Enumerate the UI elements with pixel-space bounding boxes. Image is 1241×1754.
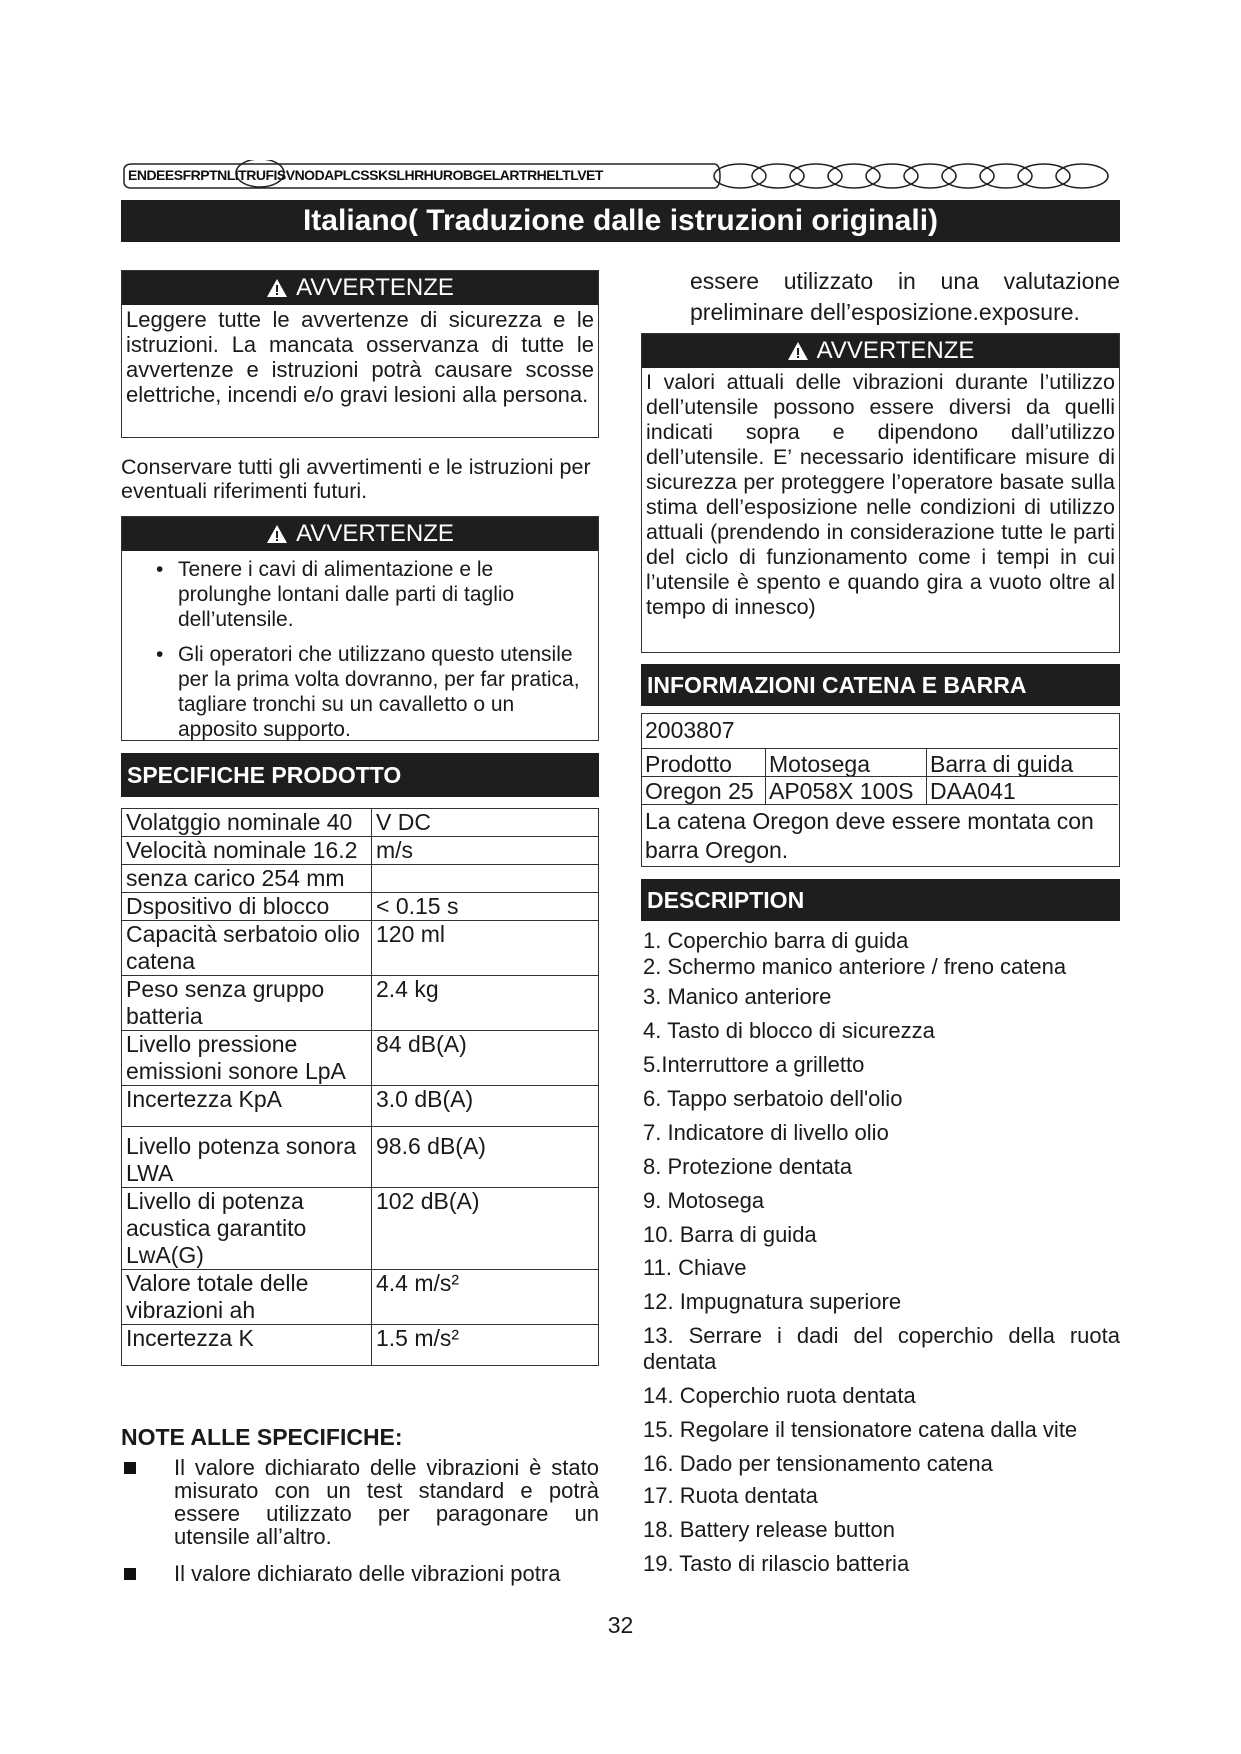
spec-value: m/s (372, 837, 599, 865)
list-item: 11. Chiave (643, 1255, 747, 1280)
list-item: 16. Dado per tensionamento catena (643, 1451, 993, 1476)
table-row (122, 837, 599, 865)
bullet-square-icon (124, 1568, 136, 1580)
warning-2-item: • Gli operatori che utilizzano questo utensile per la prima volta dovranno, per far pratica, tagliare tronchi su un cavalletto o un apposito supporto. (130, 642, 592, 742)
note-text: Il valore dichiarato delle vibrazioni potra (174, 1561, 561, 1586)
table-row (122, 1270, 599, 1325)
warning-3-text: I valori attuali delle vibrazioni durante l’utilizzo dell’utensile possono essere diversi da quelli indicati sopra e dipendono dall’utilizzo dell’utensile. E’ necessario identificare misure di sicurezza per proteggere l’operatore basate sulla stima dell’esposizione nelle condizioni di utilizzo attuali (prendendo in considerazione tutte le parti del ciclo di funzionamento come i tempi in cui l’utensile è spento e quando gira a vuoto oltre al tempo di innesco) (646, 370, 1115, 619)
continued-text: essere utilizzato in una valutazione preliminare dell’esposizione.exposure. (690, 268, 1120, 325)
spec-value: 4.4 m/s² (372, 1270, 599, 1325)
specs-heading: SPECIFICHE PRODOTTO (121, 753, 599, 797)
table-row (122, 1188, 599, 1270)
spec-value: 84 dB(A) (372, 1031, 599, 1086)
table-row (122, 1086, 599, 1127)
list-item: 3. Manico anteriore (643, 984, 832, 1009)
spec-value: 98.6 dB(A) (372, 1127, 599, 1188)
spec-value: 3.0 dB(A) (372, 1086, 599, 1127)
list-item: 13. Serrare i dadi del coperchio della ruota dentata (643, 1323, 1120, 1374)
list-item: 18. Battery release button (643, 1517, 895, 1542)
col2-header: Motosega (769, 751, 871, 777)
warning-box-1 (121, 270, 599, 438)
spec-label: Livello potenza sonora LWA (122, 1127, 372, 1188)
language-codes: ENDEESFRPTNLITRUFISVNODAPLCSSKSLHRHUROBGELARTRHELTLVET (128, 167, 603, 183)
notes-heading: NOTE ALLE SPECIFICHE: (121, 1424, 403, 1450)
list-item: 19. Tasto di rilascio batteria (643, 1551, 910, 1576)
table-row (122, 1127, 599, 1188)
warning-1-heading: AVVERTENZE (296, 274, 454, 301)
chain-note: La catena Oregon deve essere montata con barra Oregon. (645, 808, 1094, 863)
warning-icon (787, 341, 809, 361)
spec-value: 120 ml (372, 921, 599, 976)
warning-box-2 (121, 516, 599, 741)
spec-label: Peso senza gruppo batteria (122, 976, 372, 1031)
spec-label: Livello pressione emissioni sonore LpA (122, 1031, 372, 1086)
list-item: 15. Regolare il tensionatore catena dalla vite (643, 1417, 1078, 1442)
spec-label: Livello di potenza acustica garantito LwA(G) (122, 1188, 372, 1270)
table-row (122, 1325, 599, 1366)
list-item: 6. Tappo serbatoio dell'olio (643, 1086, 903, 1111)
list-item: 17. Ruota dentata (643, 1483, 818, 1508)
table-row (122, 809, 599, 837)
spec-label: Volatggio nominale 40 (122, 809, 372, 837)
table-row (122, 893, 599, 921)
page-title: Italiano( Traduzione dalle istruzioni originali) (121, 200, 1120, 242)
list-item: 12. Impugnatura superiore (643, 1289, 902, 1314)
col1-header: Prodotto (645, 751, 732, 777)
language-strip (120, 160, 1120, 192)
table-row (122, 921, 599, 976)
list-item: 1. Coperchio barra di guida (643, 928, 909, 953)
list-item: 4. Tasto di blocco di sicurezza (643, 1018, 935, 1043)
chain-info-table (641, 713, 1120, 867)
spec-value: V DC (372, 809, 599, 837)
bullet-square-icon (124, 1462, 136, 1474)
col1-value: Oregon 25 (645, 778, 754, 804)
spec-label: senza carico 254 mm (122, 865, 372, 893)
table-row (122, 865, 599, 893)
warning-2-item: • Tenere i cavi di alimentazione e le prolunghe lontani dalle parti di taglio dell’utensile. (130, 557, 592, 632)
spec-label: Capacità serbatoio olio catena (122, 921, 372, 976)
spec-label: Dspositivo di blocco (122, 893, 372, 921)
note-text: Il valore dichiarato delle vibrazioni è stato misurato con un test standard e potrà essere utilizzato per paragonare un utensile all’altro. (174, 1455, 599, 1549)
warning-icon (266, 524, 288, 544)
chain-info-heading: INFORMAZIONI CATENA E BARRA (641, 664, 1120, 706)
spec-label: Incertezza K (122, 1325, 372, 1366)
col3-header: Barra di guida (930, 751, 1074, 777)
list-item: 10. Barra di guida (643, 1222, 817, 1247)
list-item: 9. Motosega (643, 1188, 765, 1213)
warning-3-heading: AVVERTENZE (816, 337, 975, 364)
page-number: 32 (607, 1612, 634, 1638)
chain-code: 2003807 (645, 717, 735, 743)
spec-label: Valore totale delle vibrazioni ah (122, 1270, 372, 1325)
spec-value: 2.4 kg (372, 976, 599, 1031)
table-row (122, 1031, 599, 1086)
warning-box-3 (641, 333, 1120, 653)
note-item (124, 1562, 599, 1592)
specs-table (121, 808, 599, 1366)
list-item: 7. Indicatore di livello olio (643, 1120, 889, 1145)
description-heading: DESCRIPTION (641, 879, 1120, 921)
spec-label: Velocità nominale 16.2 (122, 837, 372, 865)
spec-label: Incertezza KpA (122, 1086, 372, 1127)
warning-icon (266, 278, 288, 298)
list-item: 14. Coperchio ruota dentata (643, 1383, 916, 1408)
spec-value (372, 865, 599, 893)
list-item: 8. Protezione dentata (643, 1154, 853, 1179)
description-list (643, 928, 1120, 1577)
spec-value: 102 dB(A) (372, 1188, 599, 1270)
col2-value: AP058X 100S (769, 778, 914, 804)
table-row (122, 976, 599, 1031)
note-item (124, 1456, 599, 1552)
warning-1-text: Leggere tutte le avvertenze di sicurezza e le istruzioni. La mancata osservanza di tutte le avvertenze e istruzioni potrà causare scosse elettriche, incendi e/o gravi lesioni alla persona. (126, 307, 594, 407)
list-item: 2. Schermo manico anteriore / freno catena (643, 954, 1067, 979)
col3-value: DAA041 (930, 778, 1016, 804)
keep-instructions: Conservare tutti gli avvertimenti e le istruzioni per eventuali riferimenti futuri. (121, 455, 591, 503)
warning-2-heading: AVVERTENZE (296, 520, 454, 547)
spec-value: 1.5 m/s² (372, 1325, 599, 1366)
spec-value: < 0.15 s (372, 893, 599, 921)
list-item: 5.Interruttore a grilletto (643, 1052, 865, 1077)
